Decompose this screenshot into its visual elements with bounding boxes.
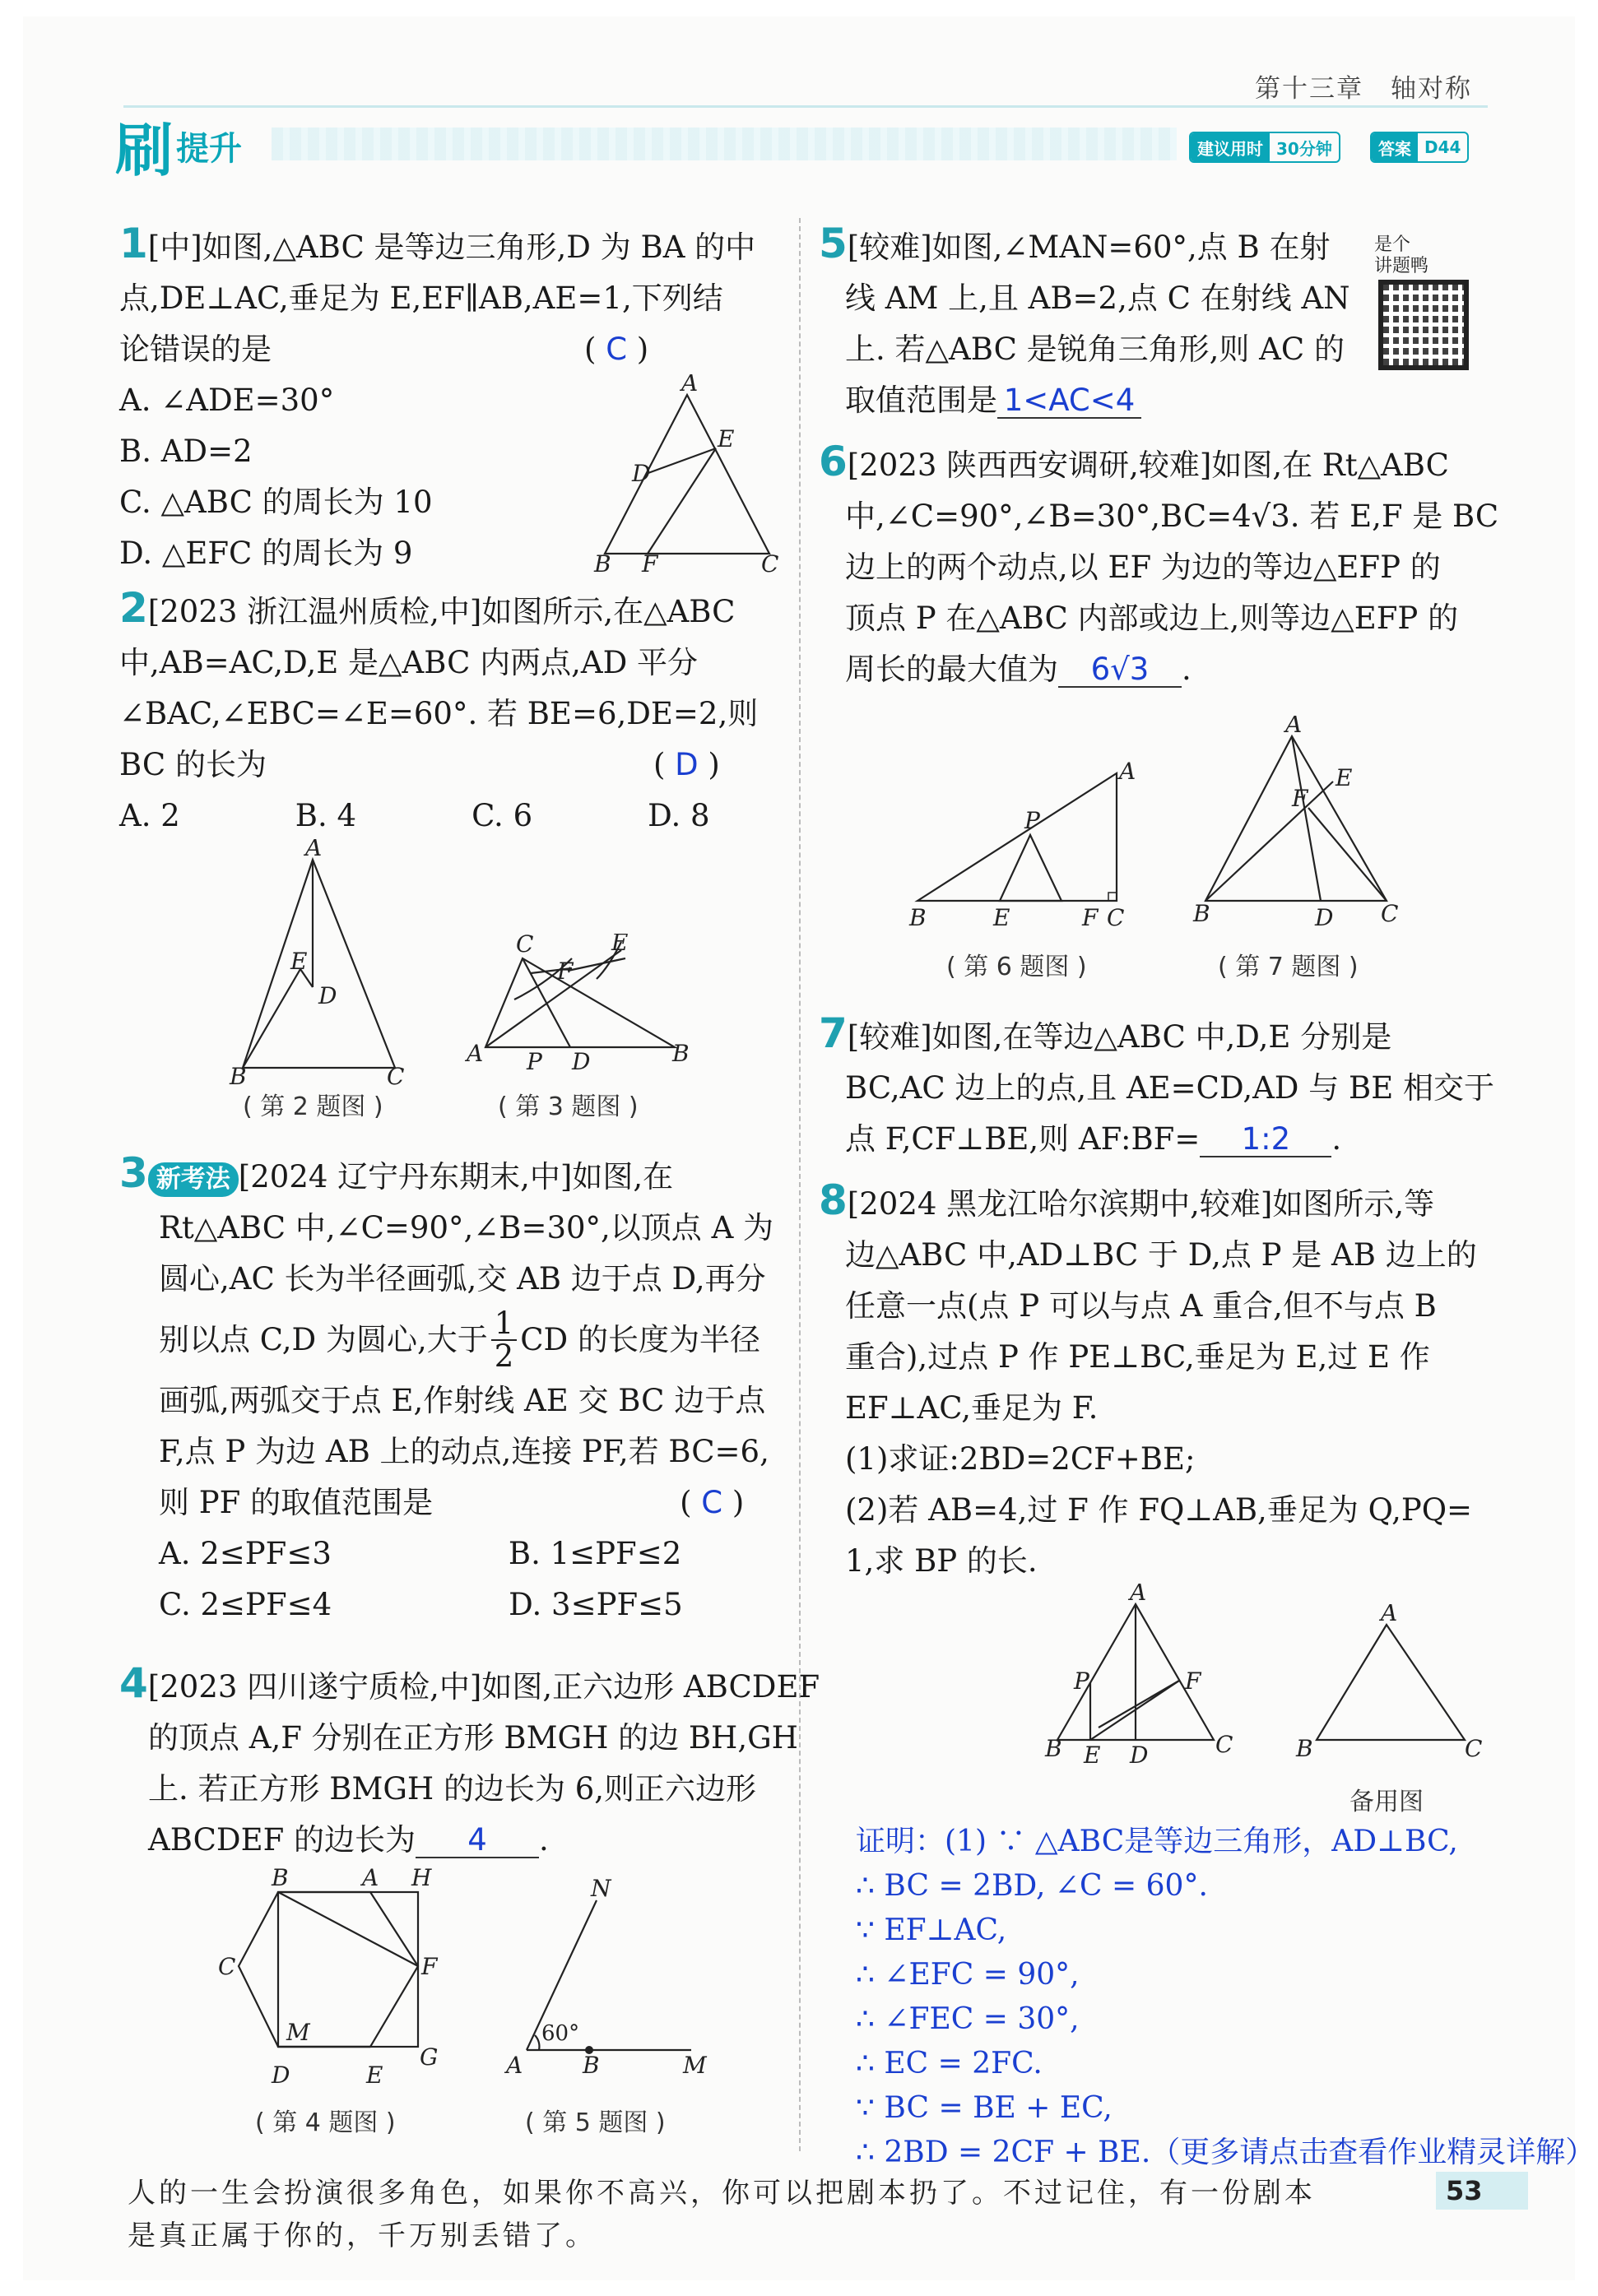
- proof-block: [856, 1820, 1595, 2175]
- brand-small: 提升: [176, 129, 242, 168]
- svg-text:D: D: [272, 2062, 290, 2089]
- q7-answer: 1:2: [1200, 1123, 1331, 1157]
- q6-line4: 顶点 P 在△ABC 内部或边上,则等边△EFP 的: [845, 601, 1459, 636]
- q3-figure: [457, 934, 695, 1082]
- q1-option-b: B. AD=2: [119, 434, 253, 469]
- question-number: 4: [119, 1659, 148, 1707]
- q8-line3: 任意一点(点 P 可以与点 A 重合,但不与点 B: [845, 1288, 1437, 1324]
- q7-line1: [较难]如图,在等边△ABC 中,D,E 分别是: [847, 1019, 1392, 1055]
- q6-answer: 6√3: [1058, 653, 1182, 688]
- svg-text:C: C: [1215, 1731, 1233, 1758]
- q6-line1: [2023 陕西西安调研,较难]如图,在 Rt△ABC: [847, 448, 1449, 483]
- svg-text:B: B: [230, 1063, 247, 1086]
- svg-text:F: F: [421, 1953, 438, 1980]
- svg-text:E: E: [290, 948, 308, 975]
- svg-text:F: F: [557, 958, 574, 985]
- svg-text:E: E: [718, 425, 735, 452]
- q2-option-b: B. 4: [295, 798, 357, 833]
- svg-text:C: C: [387, 1063, 405, 1086]
- header-rule: [123, 105, 1488, 108]
- q3-line4a: 别以点 C,D 为圆心,大于: [159, 1322, 488, 1357]
- q1-option-d: D. △EFC 的周长为 9: [119, 536, 413, 571]
- q1-line3: 论错误的是: [119, 332, 272, 367]
- svg-text:A: A: [1130, 1584, 1147, 1606]
- brand-big: 刷: [115, 116, 173, 184]
- svg-text:D: D: [318, 982, 337, 1009]
- q8-line7: (2)若 AB=4,过 F 作 FQ⊥AB,垂足为 Q,PQ=: [845, 1492, 1473, 1528]
- q4-line3: 上. 若正方形 BMGH 的边长为 6,则正六边形: [148, 1771, 757, 1807]
- q4-line2: 的顶点 A,F 分别在正方形 BMGH 的边 BH,GH: [148, 1720, 798, 1756]
- q5-figure: [494, 1867, 708, 2090]
- q2-option-a: A. 2: [119, 798, 180, 833]
- svg-text:C: C: [218, 1953, 236, 1980]
- question-4: 4[2023 四川遂宁质检,中]如图,正六边形 ABCDEF 的顶点 A,F 分别在正方形 BMGH 的边 BH,GH 上. 若正方形 BMGH 的边长为 6,则正六边形 ABCDEF 的边长为 4 .: [119, 1659, 820, 1858]
- q6-line2: 中,∠C=90°,∠B=30°,BC=4√3. 若 E,F 是 BC: [845, 499, 1499, 534]
- q2-figure: [218, 839, 407, 1086]
- question-number: 5: [819, 220, 848, 267]
- proof-line-7: ∵ BC = BE + EC,: [856, 2091, 1113, 2125]
- svg-text:B: B: [909, 904, 927, 931]
- svg-text:F: F: [1082, 904, 1099, 931]
- q1-figure: [576, 374, 790, 576]
- q2-caption: ( 第 2 题图 ): [243, 1092, 383, 1121]
- q3-line1: [2024 辽宁丹东期末,中]如图,在: [238, 1159, 674, 1194]
- svg-text:P: P: [527, 1048, 542, 1075]
- svg-text:D: D: [572, 1048, 591, 1075]
- fraction-numerator: 1: [491, 1308, 518, 1341]
- svg-text:P: P: [1074, 1667, 1089, 1695]
- q1-option-a: A. ∠ADE=30°: [119, 383, 335, 418]
- q8-line8: 1,求 BP 的长.: [845, 1543, 1038, 1579]
- question-5: [819, 218, 1350, 426]
- q5-line2: 线 AM 上,且 AB=2,点 C 在射线 AN: [845, 281, 1350, 316]
- question-number: 3: [119, 1149, 148, 1197]
- q4-caption: ( 第 4 题图 ): [255, 2108, 396, 2137]
- svg-text:C: C: [1465, 1735, 1483, 1762]
- svg-text:D: D: [1130, 1742, 1149, 1769]
- q1-line2: 点,DE⊥AC,垂足为 E,EF∥AB,AE=1,下列结: [119, 281, 723, 316]
- q7-line2: BC,AC 边上的点,且 AE=CD,AD 与 BE 相交于: [845, 1070, 1494, 1106]
- q8-line5: EF⊥AC,垂足为 F.: [845, 1390, 1099, 1426]
- q4-line1: [2023 四川遂宁质检,中]如图,正六边形 ABCDEF: [147, 1669, 820, 1705]
- qr-code-icon[interactable]: [1378, 280, 1469, 370]
- svg-text:A: A: [467, 1040, 484, 1067]
- svg-text:C: C: [516, 934, 534, 958]
- svg-text:E: E: [611, 934, 629, 956]
- svg-text:P: P: [1024, 807, 1040, 834]
- svg-text:B: B: [583, 2052, 600, 2079]
- qr-label: [1374, 234, 1428, 277]
- q2-line4: BC 的长为: [119, 747, 267, 782]
- svg-text:D: D: [632, 460, 651, 487]
- proof-line-8[interactable]: ∴ 2BD = 2CF + BE.（更多请点击查看作业精灵详解）: [856, 2136, 1596, 2169]
- svg-text:B: B: [1193, 900, 1210, 927]
- svg-text:N: N: [591, 1875, 611, 1902]
- q2-answer: D: [675, 747, 699, 782]
- footer-quote: [128, 2172, 1316, 2257]
- answer-tag[interactable]: [1370, 132, 1469, 163]
- q4-figure: [206, 1867, 453, 2090]
- page-number: [1436, 2172, 1528, 2210]
- q3-line2: Rt△ABC 中,∠C=90°,∠B=30°,以顶点 A 为: [159, 1210, 774, 1245]
- q6-figure: [901, 753, 1148, 938]
- q2-line2: 中,AB=AC,D,E 是△ABC 内两点,AD 平分: [119, 645, 699, 680]
- q8-line2: 边△ABC 中,AD⊥BC 于 D,点 P 是 AB 边上的: [845, 1237, 1477, 1273]
- q8-figure: [1041, 1584, 1247, 1773]
- svg-text:F: F: [1292, 785, 1308, 812]
- svg-text:A: A: [1381, 1604, 1398, 1626]
- q3-option-b: B. 1≤PF≤2: [508, 1536, 682, 1571]
- qr-label-1: 是个: [1374, 234, 1411, 255]
- q3-option-a: A. 2≤PF≤3: [159, 1536, 332, 1571]
- question-number: 8: [819, 1176, 848, 1224]
- svg-text:C: C: [761, 550, 779, 576]
- svg-text:A: A: [506, 2052, 523, 2079]
- q8-line1: [2024 黑龙江哈尔滨期中,较难]如图所示,等: [847, 1186, 1435, 1222]
- brand-logo: [115, 115, 242, 184]
- q3-answer: C: [701, 1485, 723, 1520]
- svg-text:M: M: [286, 2019, 310, 2046]
- answer-ref: D44: [1424, 137, 1461, 157]
- svg-text:E: E: [993, 904, 1010, 931]
- svg-text:B: B: [1045, 1735, 1062, 1762]
- svg-text:A: A: [305, 839, 323, 861]
- question-7: 7[较难]如图,在等边△ABC 中,D,E 分别是 BC,AC 边上的点,且 AE=CD,AD 与 BE 相交于 点 F,CF⊥BE,则 AF:BF= 1:2 .: [819, 1009, 1494, 1157]
- q3-option-d: D. 3≤PF≤5: [509, 1587, 683, 1622]
- question-number: 7: [819, 1009, 848, 1057]
- q5-answer: 1<AC<4: [997, 384, 1141, 419]
- proof-line-3: ∵ EF⊥AC,: [856, 1913, 1007, 1947]
- svg-text:A: A: [1285, 716, 1303, 738]
- q6-line5: 周长的最大值为: [845, 652, 1058, 687]
- question-2: 2[2023 浙江温州质检,中]如图所示,在△ABC 中,AB=AC,D,E 是△ABC 内两点,AD 平分 ∠BAC,∠EBC=∠E=60°. 若 BE=6,DE=2,则 BC 的长为 ( D ) A. 2 B. 4 C. 6 D. 8: [119, 584, 759, 833]
- fraction-denominator: 2: [494, 1338, 514, 1374]
- svg-text:C: C: [1107, 904, 1125, 931]
- q1-line1: [中]如图,△ABC 是等边三角形,D 为 BA 的中: [147, 230, 756, 265]
- fraction: [491, 1308, 518, 1372]
- q1-answer: C: [606, 332, 628, 367]
- time-tag: [1189, 132, 1340, 163]
- question-8: [819, 1175, 1477, 1587]
- q3-line7: 则 PF 的取值范围是: [159, 1485, 434, 1520]
- svg-text:M: M: [683, 2052, 707, 2079]
- answer-label: 答案: [1372, 133, 1418, 161]
- new-method-tag: 新考法: [148, 1162, 239, 1197]
- svg-text:B: B: [672, 1040, 690, 1067]
- svg-text:D: D: [1315, 904, 1334, 931]
- q3-line3: 圆心,AC 长为半径画弧,交 AB 边于点 D,再分: [159, 1261, 766, 1296]
- q4-line4: ABCDEF 的边长为: [148, 1822, 416, 1858]
- q2-line1: [2023 浙江温州质检,中]如图所示,在△ABC: [147, 594, 736, 629]
- svg-text:E: E: [1084, 1742, 1101, 1769]
- qr-label-2: 讲题鸭: [1374, 256, 1429, 276]
- q8-line4: 重合),过点 P 作 PE⊥BC,垂足为 E,过 E 作: [845, 1339, 1430, 1375]
- proof-line-4: ∴ ∠EFC = 90°,: [856, 1958, 1080, 1992]
- q7-line3: 点 F,CF⊥BE,则 AF:BF=: [845, 1121, 1201, 1157]
- q3-line6: F,点 P 为边 AB 上的动点,连接 PF,若 BC=6,: [159, 1434, 769, 1469]
- svg-text:G: G: [420, 2043, 439, 2071]
- q8-spare-caption: 备用图: [1349, 1788, 1424, 1816]
- time-label: 建议用时: [1191, 133, 1270, 161]
- question-3: 3 新考法 [2024 辽宁丹东期末,中]如图,在 Rt△ABC 中,∠C=90°,∠B=30°,以顶点 A 为 圆心,AC 长为半径画弧,交 AB 边于点 D,再分 别以点 C,D 为圆心,大于 $\frac{1}{2}$ CD 的长度为半径 画弧,两弧交于点 E,作射线 AE 交 BC 边于点 F,点 P 为边 AB 上的动点,连接 PF,若 BC=6, 则 PF 的取值范围是 ( C ) A. 2≤PF≤3 B. 1≤PF≤2 C. 2≤PF≤4 D. 3≤PF≤5: [119, 1149, 774, 1622]
- svg-text:H: H: [411, 1867, 432, 1891]
- svg-text:E: E: [366, 2062, 383, 2089]
- q5-line3: 上. 若△ABC 是锐角三角形,则 AC 的: [845, 332, 1345, 367]
- q8-spare-figure: [1292, 1604, 1489, 1769]
- q4-answer: 4: [416, 1824, 539, 1858]
- header-band: [272, 128, 1177, 160]
- svg-text:F: F: [1185, 1667, 1201, 1695]
- time-value: 30分钟: [1276, 138, 1332, 159]
- q7-caption: ( 第 7 题图 ): [1218, 953, 1359, 981]
- q3-line5: 画弧,两弧交于点 E,作射线 AE 交 BC 边于点: [159, 1383, 766, 1418]
- svg-text:B: B: [594, 550, 611, 576]
- svg-text:A: A: [681, 374, 699, 397]
- q6-line3: 边上的两个动点,以 EF 为边的等边△EFP 的: [845, 550, 1441, 585]
- q2-option-d: D. 8: [648, 798, 710, 833]
- question-number: 1: [119, 220, 148, 267]
- question-6: 6[2023 陕西西安调研,较难]如图,在 Rt△ABC 中,∠C=90°,∠B=30°,BC=4√3. 若 E,F 是 BC 边上的两个动点,以 EF 为边的等边△EFP 的 顶点 P 在△ABC 内部或边上,则等边△EFP 的 周长的最大值为 6√3 .: [819, 438, 1499, 687]
- page-number-text: 53: [1446, 2175, 1483, 2206]
- q3-line4b: CD 的长度为半径: [520, 1322, 760, 1357]
- question-number: 6: [819, 438, 848, 485]
- q5-line4: 取值范围是: [845, 383, 997, 418]
- svg-text:A: A: [362, 1867, 379, 1891]
- proof-line-5: ∴ ∠FEC = 30°,: [856, 2002, 1080, 2036]
- q8-line6: (1)求证:2BD=2CF+BE;: [845, 1441, 1196, 1477]
- svg-text:F: F: [642, 550, 658, 576]
- proof-line-2: ∴ BC = 2BD, ∠C = 60°.: [856, 1869, 1208, 1903]
- proof-line-1: 证明：(1) ∵ △ABC是等边三角形，AD⊥BC,: [856, 1825, 1458, 1858]
- footer-line-1: 人的一生会扮演很多角色，如果你不高兴，你可以把剧本扔了。不过记住，有一份剧本: [128, 2177, 1316, 2210]
- svg-text:A: A: [1119, 758, 1136, 785]
- chapter-title: 第十三章 轴对称: [1255, 74, 1472, 104]
- q1-option-c: C. △ABC 的周长为 10: [119, 485, 433, 520]
- q2-option-c: C. 6: [472, 798, 533, 833]
- question-1: 1[中]如图,△ABC 是等边三角形,D 为 BA 的中 点,DE⊥AC,垂足为 E,EF∥AB,AE=1,下列结 论错误的是 ( C ) A. ∠ADE=30° B. AD=2 C. △ABC 的周长为 10 D. △EFC 的周长为 9: [119, 220, 756, 571]
- svg-text:C: C: [1381, 900, 1399, 927]
- q7-figure: [1185, 716, 1415, 938]
- proof-line-6: ∴ EC = 2FC.: [856, 2047, 1043, 2080]
- svg-text:E: E: [1336, 764, 1353, 791]
- svg-text:B: B: [1296, 1735, 1313, 1762]
- q5-caption: ( 第 5 题图 ): [525, 2108, 666, 2137]
- svg-text:B: B: [272, 1867, 289, 1891]
- question-number: 2: [119, 584, 148, 632]
- q3-caption: ( 第 3 题图 ): [498, 1092, 639, 1121]
- q6-caption: ( 第 6 题图 ): [946, 953, 1087, 981]
- footer-line-2: 是真正属于你的，千万别丢错了。: [128, 2219, 597, 2252]
- q5-line1: [较难]如图,∠MAN=60°,点 B 在射: [847, 230, 1331, 265]
- angle-label: 60°: [541, 2021, 580, 2046]
- q2-line3: ∠BAC,∠EBC=∠E=60°. 若 BE=6,DE=2,则: [119, 696, 759, 731]
- q3-option-c: C. 2≤PF≤4: [159, 1587, 332, 1622]
